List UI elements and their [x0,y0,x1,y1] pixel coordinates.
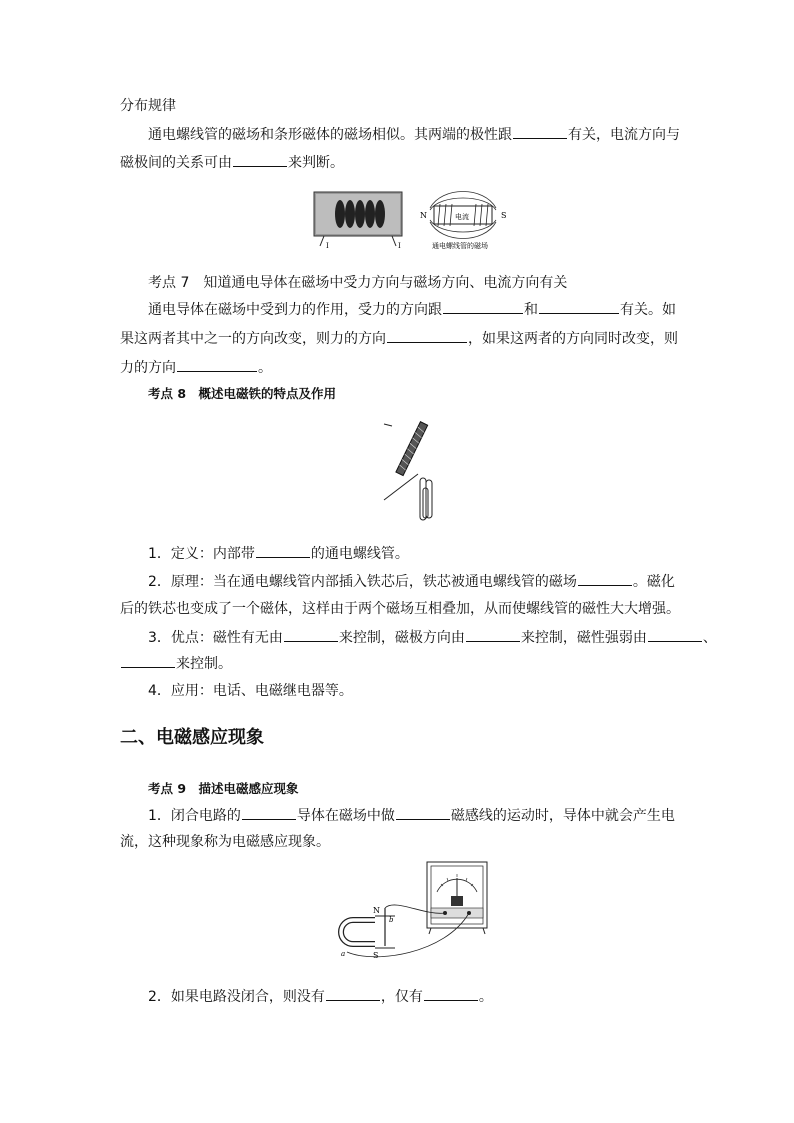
topic-8-title: 考点 8 概述电磁铁的特点及作用 [148,386,337,401]
answer-blank[interactable] [396,805,450,820]
text: 通电螺线管的磁场和条形磁体的磁场相似。其两端的极性跟 [148,127,512,143]
list-item: 4．应用：电话、电磁继电器等。 [148,683,353,699]
text: ，如果这两者的方向同时改变，则 [468,331,678,347]
answer-blank[interactable] [648,627,702,642]
paragraph-line [120,328,678,349]
text: 、 [702,630,717,646]
text: 1．定义：内部带 [148,546,255,562]
text: 有关。如 [620,302,676,318]
text: 。 [478,989,493,1005]
answer-blank[interactable] [326,986,380,1001]
leg [483,928,485,934]
answer-blank[interactable] [121,653,175,668]
list-item [148,571,675,592]
current-label: I [398,242,401,250]
text: 果这两者其中之一的方向改变，则力的方向 [120,331,386,347]
coil-loops [335,200,385,228]
photo-leg [320,236,324,246]
paragraph-line: 流，这种现象称为电磁感应现象。 [120,834,330,850]
paper-clips [420,478,432,520]
paragraph-line: 后的铁芯也变成了一个磁体，这样由于两个磁场互相叠加，从而使螺线管的磁性大大增强。 [120,601,680,617]
text: 来控制。 [176,656,232,672]
induction-figure [335,858,495,960]
photo-leg [392,236,396,246]
south-label: S [373,951,379,960]
text: 力的方向 [120,360,176,376]
magnet-inner [341,920,375,944]
answer-blank[interactable] [177,357,257,372]
text: 的通电螺线管。 [310,546,409,562]
north-label: N [420,211,427,220]
paragraph-line [120,357,272,378]
answer-blank[interactable] [242,805,296,820]
galvanometer-coil [451,896,463,906]
list-item [148,805,675,826]
text: 来判断。 [288,155,344,171]
section-heading: 分布规律 [120,98,176,114]
current-text: 电流 [455,213,469,221]
south-label: S [501,211,507,220]
list-item [148,543,409,564]
electromagnet-figure [380,418,440,528]
wire [384,474,418,500]
answer-blank[interactable] [424,986,478,1001]
text: 3．优点：磁性有无由 [148,630,283,646]
text: 1．闭合电路的 [148,808,241,824]
text: 有关，电流方向与 [568,127,680,143]
figure-caption: 通电螺线管的磁场 [432,242,488,250]
text: ，仅有 [380,989,423,1005]
wire [384,424,392,426]
text: 通电导体在磁场中受到力的作用，受力的方向跟 [148,302,442,318]
text: 2．如果电路没闭合，则没有 [148,989,325,1005]
answer-blank[interactable] [513,124,567,139]
label-b: b [389,916,394,924]
text: 导体在磁场中做 [296,808,395,824]
paragraph-line [120,653,232,674]
answer-blank[interactable] [578,571,632,586]
answer-blank[interactable] [233,152,287,167]
answer-blank[interactable] [284,627,338,642]
solenoid-figure [312,188,517,250]
current-label: I [326,242,329,250]
north-label: N [373,906,380,915]
text: 来控制，磁极方向由 [338,630,465,646]
text: 磁感线的运动时，导体中就会产生电 [450,808,675,824]
text: 2．原理：当在通电螺线管内部插入铁芯后，铁芯被通电螺线管的磁场 [148,574,577,590]
text: 和 [524,302,538,318]
list-item [148,986,493,1007]
text: 。 [258,360,272,376]
answer-blank[interactable] [256,543,310,558]
paragraph-line [148,124,680,145]
text: 来控制，磁性强弱由 [520,630,647,646]
answer-blank[interactable] [443,299,523,314]
text: 。磁化 [632,574,675,590]
answer-blank[interactable] [466,627,520,642]
label-a: a [341,950,346,958]
answer-blank[interactable] [387,328,467,343]
paragraph-line [148,299,676,320]
text: 磁极间的关系可由 [120,155,232,171]
answer-blank[interactable] [539,299,619,314]
topic-7-title: 考点 7 知道通电导体在磁场中受力方向与磁场方向、电流方向有关 [148,275,568,291]
section-title: 二、电磁感应现象 [120,727,264,748]
paragraph-line [120,152,344,173]
electromagnet-coil [396,422,428,476]
leg [429,928,431,934]
topic-9-title: 考点 9 描述电磁感应现象 [148,781,299,796]
list-item [148,627,717,648]
